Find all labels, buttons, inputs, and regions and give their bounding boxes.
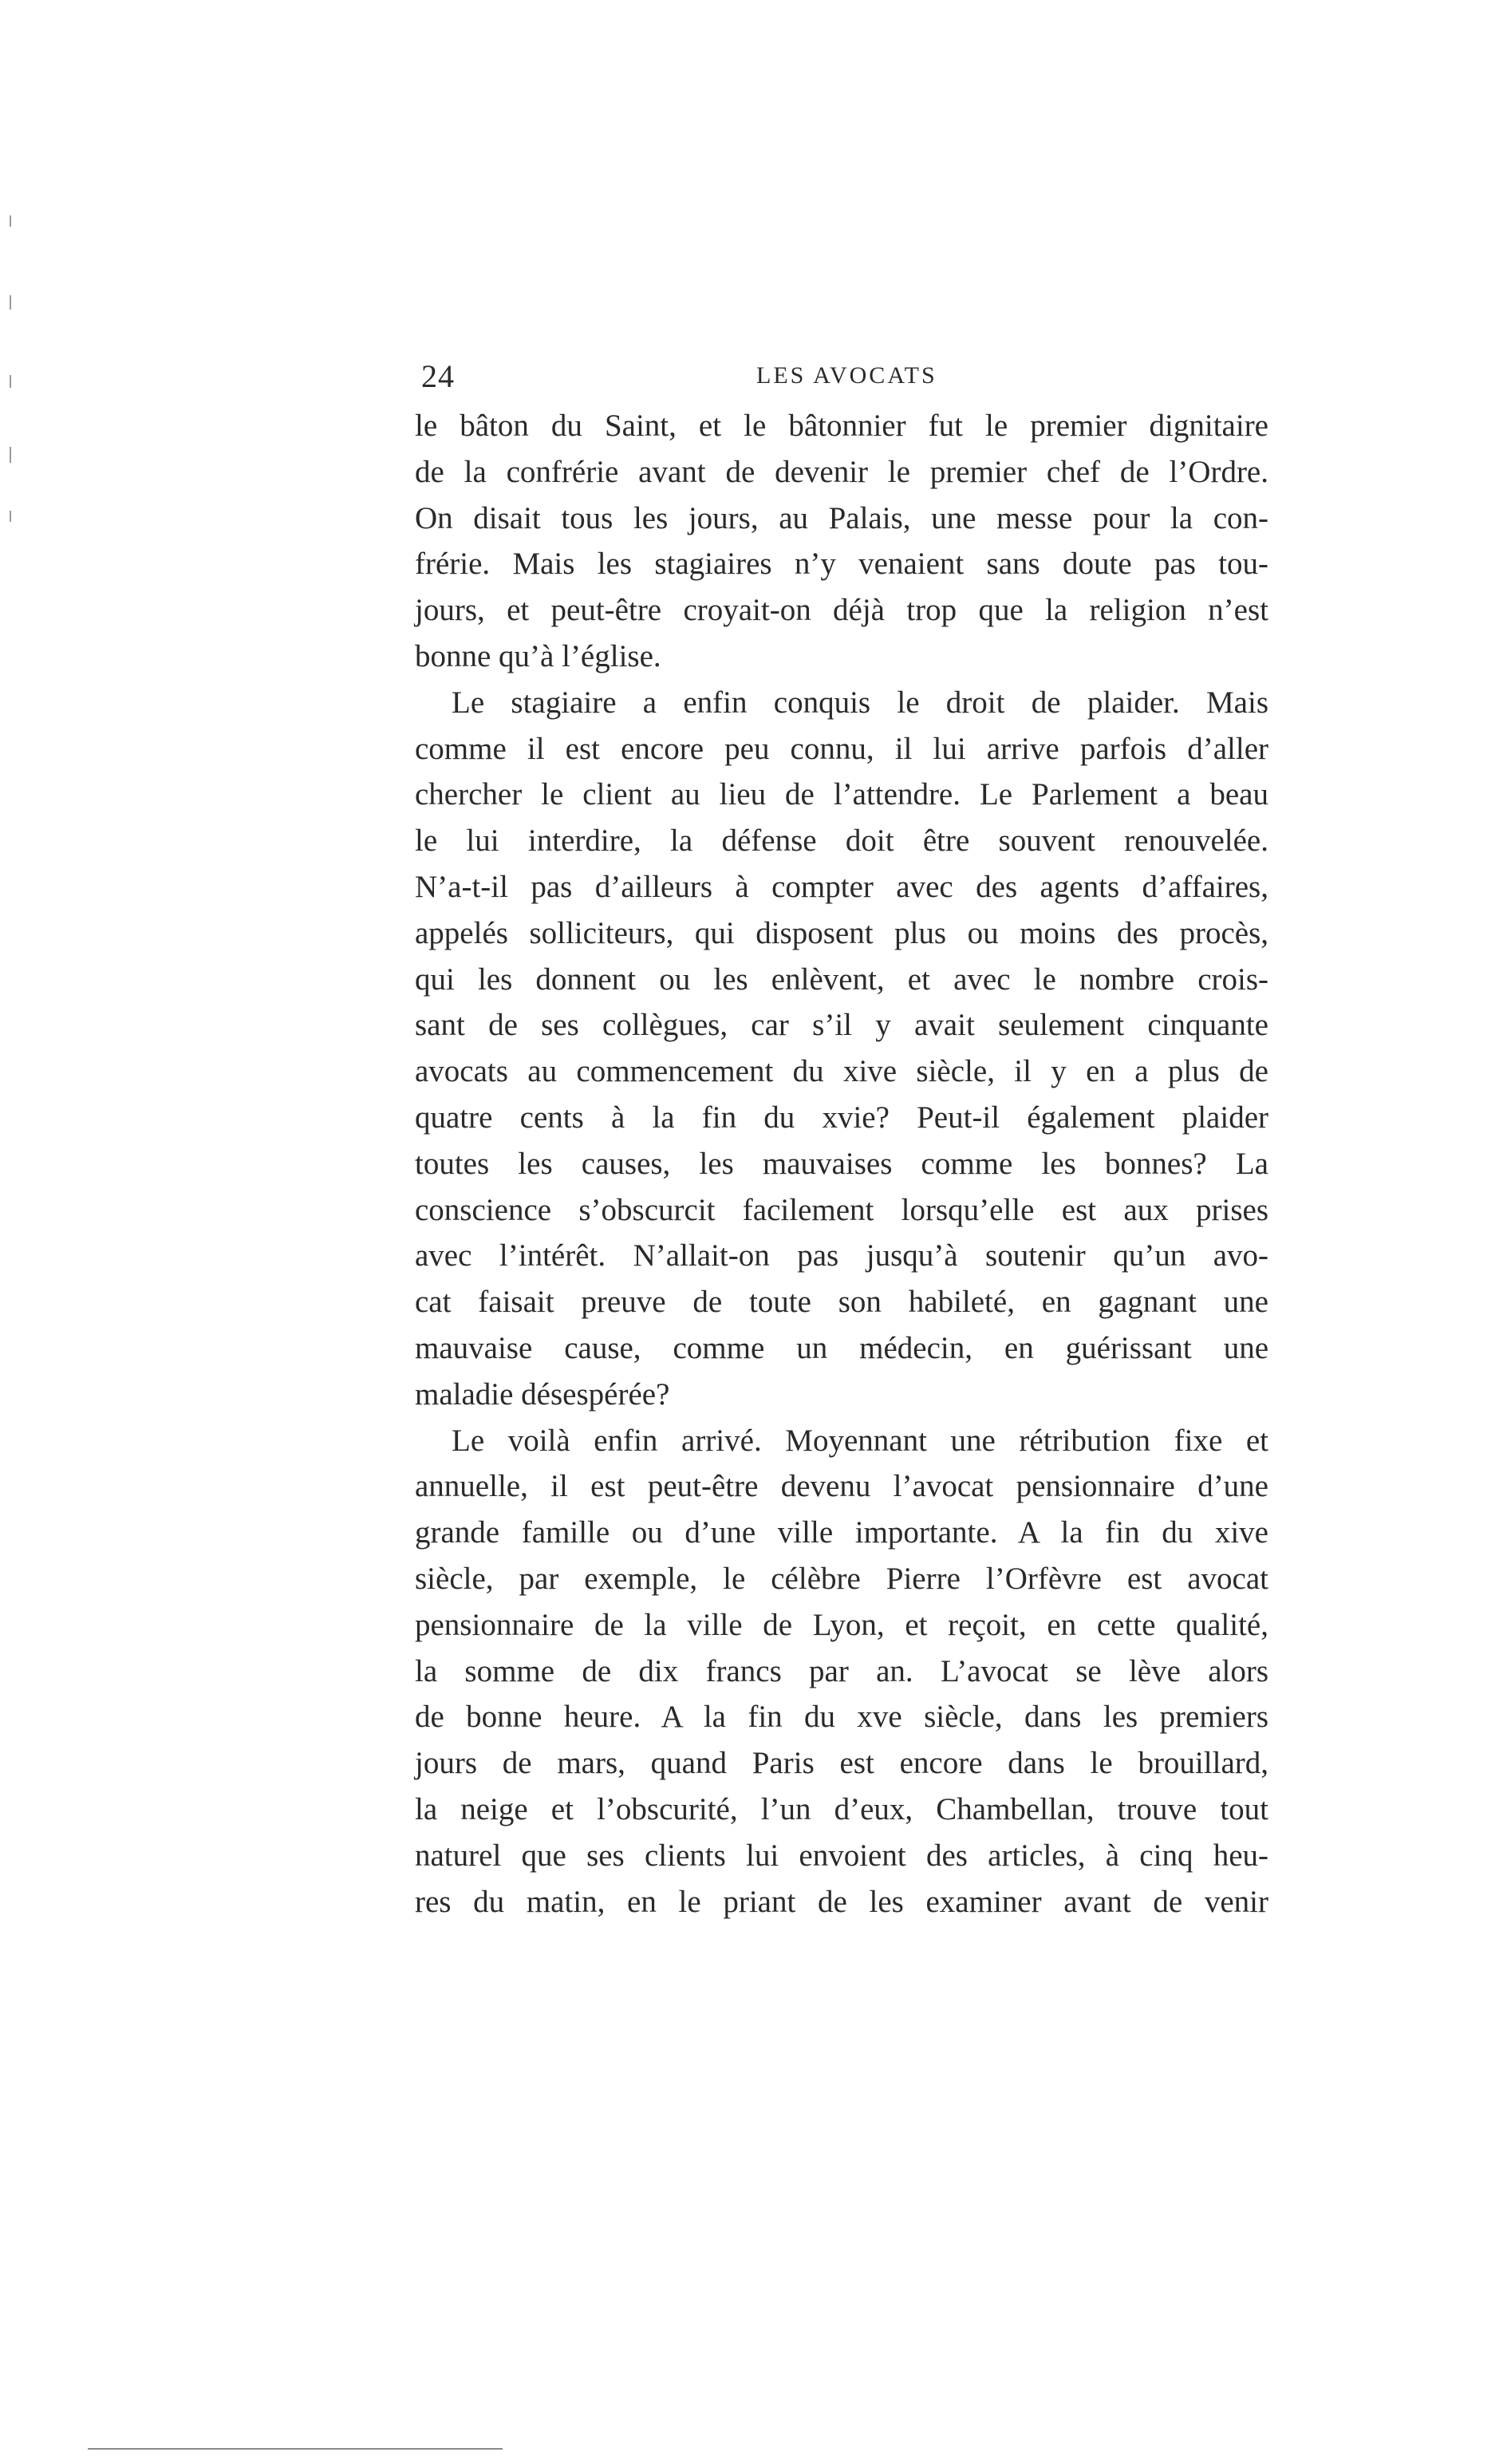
page-number: 24 xyxy=(421,358,455,394)
text-line: appelés solliciteurs, qui disposent plus ou moins des procès, xyxy=(415,915,1268,950)
text-line: bonne qu’à l’église. xyxy=(415,638,661,673)
text-line: avec l’intérêt. N’allait-on pas jusqu’à soutenir qu’un avo- xyxy=(415,1238,1268,1273)
text-line: On disait tous les jours, au Palais, une messe pour la con- xyxy=(415,500,1268,535)
left-scan-tick xyxy=(10,447,11,463)
text-line: quatre cents à la fin du xvie? Peut-il également plaider xyxy=(415,1100,1268,1135)
text-line: annuelle, il est peut-être devenu l’avocat pensionnaire d’une xyxy=(415,1469,1268,1504)
text-line: comme il est encore peu connu, il lui arrive parfois d’aller xyxy=(415,731,1268,766)
text-line: de la confrérie avant de devenir le premier chef de l’Ordre. xyxy=(415,454,1268,489)
left-scan-tick xyxy=(10,511,11,522)
left-scan-tick xyxy=(10,295,11,310)
text-line: maladie désespérée? xyxy=(415,1376,670,1412)
text-line: frérie. Mais les stagiaires n’y venaient sans doute pas tou- xyxy=(415,547,1268,582)
text-line: chercher le client au lieu de l’attendre. Le Parlement a beau xyxy=(415,777,1268,812)
body-text xyxy=(415,403,1268,1925)
text-line: pensionnaire de la ville de Lyon, et reçoit, en cette qualité, xyxy=(415,1607,1268,1642)
text-line: cat faisait preuve de toute son habileté, en gagnant une xyxy=(415,1285,1268,1320)
left-scan-tick xyxy=(10,375,11,388)
text-line: la somme de dix francs par an. L’avocat se lève alors xyxy=(415,1653,1268,1688)
text-line: siècle, par exemple, le célèbre Pierre l’Orfèvre est avocat xyxy=(415,1561,1268,1596)
running-head: LES AVOCATS xyxy=(756,362,937,389)
text-line: Le voilà enfin arrivé. Moyennant une rétribution fixe et xyxy=(452,1423,1268,1458)
text-line: conscience s’obscurcit facilement lorsqu’elle est aux prises xyxy=(415,1192,1268,1227)
text-line: avocats au commencement du xive siècle, il y en a plus de xyxy=(415,1054,1268,1089)
text-line: de bonne heure. A la fin du xve siècle, dans les premiers xyxy=(415,1700,1268,1735)
text-line: naturel que ses clients lui envoient des articles, à cinq heu- xyxy=(415,1838,1268,1873)
text-line: jours de mars, quand Paris est encore dans le brouillard, xyxy=(415,1746,1268,1781)
text-line: toutes les causes, les mauvaises comme les bonnes? La xyxy=(415,1146,1268,1181)
text-line: sant de ses collègues, car s’il y avait seulement cinquante xyxy=(415,1008,1268,1043)
text-line: res du matin, en le priant de les examiner avant de venir xyxy=(415,1884,1268,1919)
text-line: Le stagiaire a enfin conquis le droit de plaider. Mais xyxy=(452,685,1268,720)
text-line: qui les donnent ou les enlèvent, et avec le nombre crois- xyxy=(415,962,1268,997)
page-header xyxy=(421,357,1260,405)
bottom-edge-rule xyxy=(88,2448,503,2450)
text-line: jours, et peut-être croyait-on déjà trop que la religion n’est xyxy=(415,593,1268,628)
text-line: la neige et l’obscurité, l’un d’eux, Chambellan, trouve tout xyxy=(415,1791,1268,1826)
text-line: le lui interdire, la défense doit être souvent renouvelée. xyxy=(415,823,1268,859)
left-scan-tick xyxy=(10,215,11,227)
text-line: mauvaise cause, comme un médecin, en guérissant une xyxy=(415,1330,1268,1365)
text-line: le bâton du Saint, et le bâtonnier fut le premier dignitaire xyxy=(415,409,1268,443)
text-line: grande famille ou d’une ville importante. A la fin du xive xyxy=(415,1515,1268,1550)
text-line: N’a-t-il pas d’ailleurs à compter avec des agents d’affaires, xyxy=(415,869,1268,904)
